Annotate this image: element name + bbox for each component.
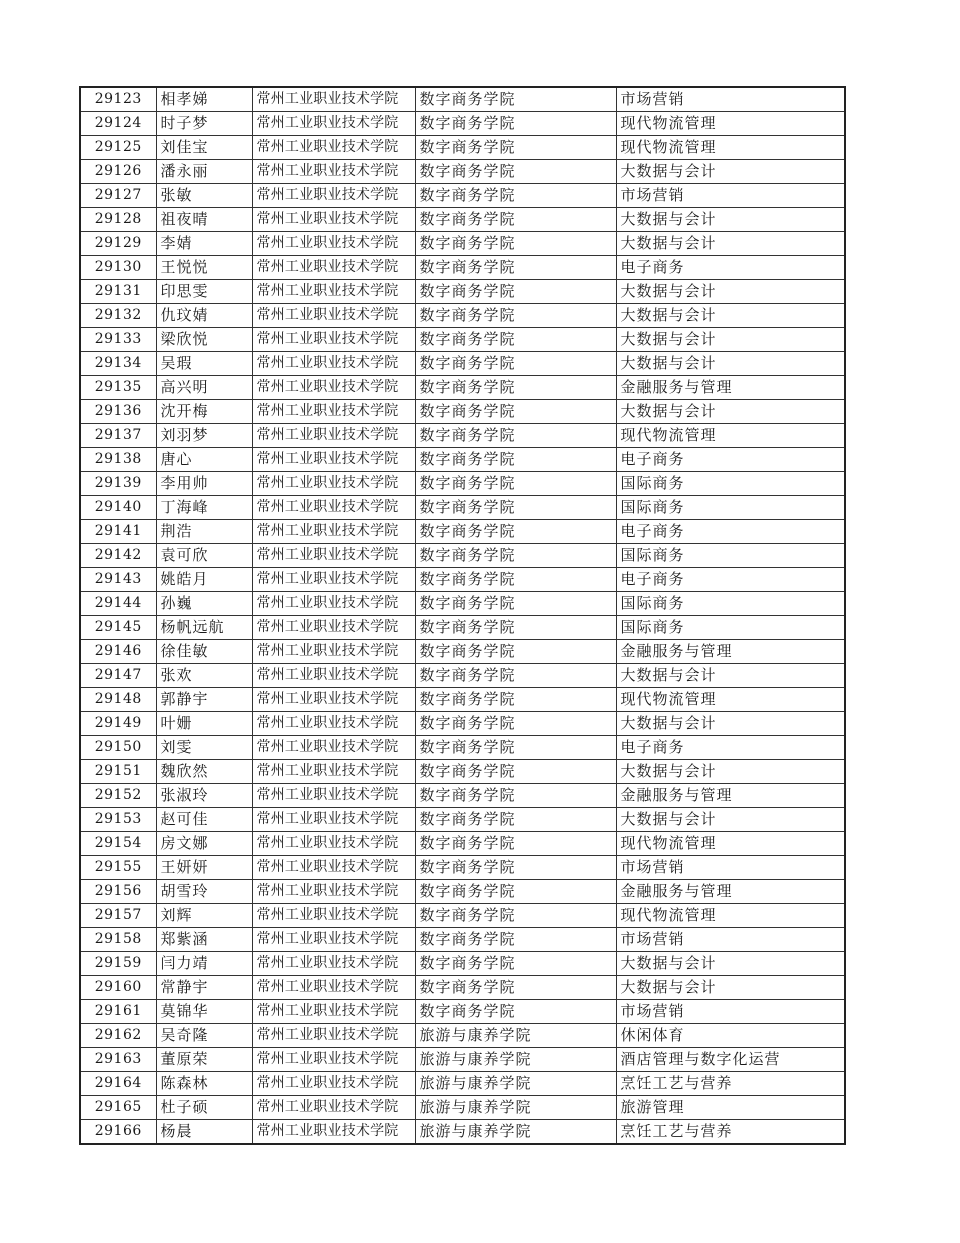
- cell-school: 常州工业职业技术学院: [252, 520, 415, 544]
- cell-major: 电子商务: [616, 568, 845, 592]
- cell-id: 29150: [80, 736, 156, 760]
- cell-id: 29129: [80, 232, 156, 256]
- cell-major: 市场营销: [616, 184, 845, 208]
- cell-id: 29148: [80, 688, 156, 712]
- cell-id: 29128: [80, 208, 156, 232]
- cell-name: 印思雯: [156, 280, 252, 304]
- cell-college: 数字商务学院: [415, 376, 616, 400]
- cell-name: 沈开梅: [156, 400, 252, 424]
- cell-college: 数字商务学院: [415, 304, 616, 328]
- cell-college: 数字商务学院: [415, 616, 616, 640]
- table-row: [80, 856, 845, 880]
- cell-college: 数字商务学院: [415, 880, 616, 904]
- table-row: [80, 304, 845, 328]
- table-row: [80, 1120, 845, 1145]
- table-row: [80, 184, 845, 208]
- table-row: [80, 712, 845, 736]
- cell-school: 常州工业职业技术学院: [252, 832, 415, 856]
- cell-major: 大数据与会计: [616, 232, 845, 256]
- cell-major: 市场营销: [616, 856, 845, 880]
- cell-college: 数字商务学院: [415, 208, 616, 232]
- cell-id: 29147: [80, 664, 156, 688]
- table-row: [80, 256, 845, 280]
- cell-name: 杨帆远航: [156, 616, 252, 640]
- cell-name: 丁海峰: [156, 496, 252, 520]
- cell-school: 常州工业职业技术学院: [252, 160, 415, 184]
- cell-name: 莫锦华: [156, 1000, 252, 1024]
- cell-major: 国际商务: [616, 616, 845, 640]
- cell-name: 孙巍: [156, 592, 252, 616]
- cell-name: 梁欣悦: [156, 328, 252, 352]
- cell-major: 现代物流管理: [616, 832, 845, 856]
- cell-school: 常州工业职业技术学院: [252, 472, 415, 496]
- cell-name: 王悦悦: [156, 256, 252, 280]
- cell-major: 国际商务: [616, 496, 845, 520]
- cell-college: 数字商务学院: [415, 1000, 616, 1024]
- cell-school: 常州工业职业技术学院: [252, 928, 415, 952]
- table-row: [80, 1024, 845, 1048]
- cell-school: 常州工业职业技术学院: [252, 496, 415, 520]
- table-row: [80, 784, 845, 808]
- cell-major: 大数据与会计: [616, 328, 845, 352]
- cell-college: 数字商务学院: [415, 832, 616, 856]
- cell-major: 市场营销: [616, 928, 845, 952]
- cell-id: 29139: [80, 472, 156, 496]
- cell-name: 吴瑕: [156, 352, 252, 376]
- roster-table: [79, 86, 846, 1145]
- table-row: [80, 112, 845, 136]
- cell-college: 数字商务学院: [415, 112, 616, 136]
- cell-name: 刘雯: [156, 736, 252, 760]
- cell-name: 张淑玲: [156, 784, 252, 808]
- cell-school: 常州工业职业技术学院: [252, 136, 415, 160]
- cell-id: 29158: [80, 928, 156, 952]
- cell-major: 金融服务与管理: [616, 784, 845, 808]
- cell-school: 常州工业职业技术学院: [252, 448, 415, 472]
- cell-name: 吴奇隆: [156, 1024, 252, 1048]
- roster-table-body: [80, 87, 845, 1144]
- table-row: [80, 832, 845, 856]
- cell-id: 29145: [80, 616, 156, 640]
- cell-college: 数字商务学院: [415, 544, 616, 568]
- cell-school: 常州工业职业技术学院: [252, 952, 415, 976]
- cell-college: 数字商务学院: [415, 328, 616, 352]
- cell-college: 数字商务学院: [415, 496, 616, 520]
- cell-id: 29164: [80, 1072, 156, 1096]
- cell-school: 常州工业职业技术学院: [252, 280, 415, 304]
- cell-id: 29155: [80, 856, 156, 880]
- cell-major: 大数据与会计: [616, 808, 845, 832]
- cell-major: 大数据与会计: [616, 712, 845, 736]
- cell-id: 29144: [80, 592, 156, 616]
- cell-major: 现代物流管理: [616, 424, 845, 448]
- cell-name: 董原荣: [156, 1048, 252, 1072]
- table-row: [80, 1096, 845, 1120]
- cell-name: 李婧: [156, 232, 252, 256]
- roster-sheet: [79, 86, 844, 1145]
- cell-college: 数字商务学院: [415, 976, 616, 1000]
- cell-college: 旅游与康养学院: [415, 1120, 616, 1145]
- cell-school: 常州工业职业技术学院: [252, 544, 415, 568]
- cell-school: 常州工业职业技术学院: [252, 856, 415, 880]
- cell-name: 潘永丽: [156, 160, 252, 184]
- cell-major: 金融服务与管理: [616, 376, 845, 400]
- cell-school: 常州工业职业技术学院: [252, 112, 415, 136]
- table-row: [80, 760, 845, 784]
- cell-school: 常州工业职业技术学院: [252, 1096, 415, 1120]
- cell-college: 数字商务学院: [415, 352, 616, 376]
- cell-name: 荆浩: [156, 520, 252, 544]
- cell-major: 金融服务与管理: [616, 640, 845, 664]
- cell-id: 29166: [80, 1120, 156, 1145]
- table-row: [80, 592, 845, 616]
- table-row: [80, 136, 845, 160]
- table-row: [80, 160, 845, 184]
- cell-school: 常州工业职业技术学院: [252, 688, 415, 712]
- cell-college: 数字商务学院: [415, 256, 616, 280]
- cell-id: 29137: [80, 424, 156, 448]
- cell-college: 数字商务学院: [415, 856, 616, 880]
- table-row: [80, 87, 845, 112]
- cell-id: 29140: [80, 496, 156, 520]
- cell-college: 数字商务学院: [415, 592, 616, 616]
- table-row: [80, 808, 845, 832]
- cell-major: 烹饪工艺与营养: [616, 1072, 845, 1096]
- cell-college: 数字商务学院: [415, 472, 616, 496]
- cell-school: 常州工业职业技术学院: [252, 1024, 415, 1048]
- cell-major: 大数据与会计: [616, 400, 845, 424]
- table-row: [80, 232, 845, 256]
- cell-college: 数字商务学院: [415, 87, 616, 112]
- cell-school: 常州工业职业技术学院: [252, 616, 415, 640]
- cell-college: 数字商务学院: [415, 808, 616, 832]
- cell-name: 刘辉: [156, 904, 252, 928]
- table-row: [80, 904, 845, 928]
- cell-major: 现代物流管理: [616, 112, 845, 136]
- cell-college: 旅游与康养学院: [415, 1024, 616, 1048]
- cell-college: 数字商务学院: [415, 448, 616, 472]
- cell-school: 常州工业职业技术学院: [252, 664, 415, 688]
- cell-major: 酒店管理与数字化运营: [616, 1048, 845, 1072]
- cell-school: 常州工业职业技术学院: [252, 1000, 415, 1024]
- cell-id: 29138: [80, 448, 156, 472]
- cell-name: 房文娜: [156, 832, 252, 856]
- cell-major: 大数据与会计: [616, 760, 845, 784]
- cell-school: 常州工业职业技术学院: [252, 736, 415, 760]
- cell-major: 大数据与会计: [616, 304, 845, 328]
- cell-school: 常州工业职业技术学院: [252, 400, 415, 424]
- cell-school: 常州工业职业技术学院: [252, 1120, 415, 1145]
- cell-id: 29125: [80, 136, 156, 160]
- table-row: [80, 208, 845, 232]
- cell-name: 时子梦: [156, 112, 252, 136]
- cell-name: 郑紫涵: [156, 928, 252, 952]
- cell-id: 29126: [80, 160, 156, 184]
- table-row: [80, 928, 845, 952]
- cell-college: 数字商务学院: [415, 160, 616, 184]
- table-row: [80, 424, 845, 448]
- table-row: [80, 664, 845, 688]
- cell-major: 现代物流管理: [616, 688, 845, 712]
- cell-college: 旅游与康养学院: [415, 1072, 616, 1096]
- cell-id: 29132: [80, 304, 156, 328]
- cell-name: 杜子硕: [156, 1096, 252, 1120]
- cell-school: 常州工业职业技术学院: [252, 1072, 415, 1096]
- cell-major: 电子商务: [616, 520, 845, 544]
- cell-college: 数字商务学院: [415, 904, 616, 928]
- table-row: [80, 280, 845, 304]
- cell-college: 旅游与康养学院: [415, 1048, 616, 1072]
- cell-school: 常州工业职业技术学院: [252, 184, 415, 208]
- cell-name: 李用帅: [156, 472, 252, 496]
- cell-id: 29130: [80, 256, 156, 280]
- cell-id: 29143: [80, 568, 156, 592]
- cell-name: 常静宇: [156, 976, 252, 1000]
- cell-school: 常州工业职业技术学院: [252, 640, 415, 664]
- table-row: [80, 616, 845, 640]
- cell-major: 国际商务: [616, 544, 845, 568]
- cell-id: 29154: [80, 832, 156, 856]
- cell-name: 王妍妍: [156, 856, 252, 880]
- cell-major: 现代物流管理: [616, 136, 845, 160]
- cell-major: 大数据与会计: [616, 664, 845, 688]
- cell-major: 烹饪工艺与营养: [616, 1120, 845, 1145]
- cell-major: 大数据与会计: [616, 352, 845, 376]
- cell-college: 数字商务学院: [415, 424, 616, 448]
- cell-major: 市场营销: [616, 1000, 845, 1024]
- cell-school: 常州工业职业技术学院: [252, 256, 415, 280]
- table-row: [80, 640, 845, 664]
- cell-major: 大数据与会计: [616, 976, 845, 1000]
- cell-id: 29146: [80, 640, 156, 664]
- cell-college: 数字商务学院: [415, 760, 616, 784]
- cell-major: 电子商务: [616, 736, 845, 760]
- cell-college: 数字商务学院: [415, 736, 616, 760]
- cell-college: 数字商务学院: [415, 184, 616, 208]
- cell-college: 数字商务学院: [415, 784, 616, 808]
- table-row: [80, 736, 845, 760]
- cell-name: 祖夜晴: [156, 208, 252, 232]
- cell-school: 常州工业职业技术学院: [252, 568, 415, 592]
- cell-school: 常州工业职业技术学院: [252, 328, 415, 352]
- cell-id: 29161: [80, 1000, 156, 1024]
- cell-school: 常州工业职业技术学院: [252, 904, 415, 928]
- cell-major: 电子商务: [616, 448, 845, 472]
- cell-school: 常州工业职业技术学院: [252, 880, 415, 904]
- table-row: [80, 568, 845, 592]
- cell-college: 数字商务学院: [415, 664, 616, 688]
- cell-college: 数字商务学院: [415, 280, 616, 304]
- table-row: [80, 1000, 845, 1024]
- cell-major: 休闲体育: [616, 1024, 845, 1048]
- cell-college: 数字商务学院: [415, 952, 616, 976]
- cell-name: 闫力靖: [156, 952, 252, 976]
- cell-id: 29141: [80, 520, 156, 544]
- cell-college: 数字商务学院: [415, 136, 616, 160]
- table-row: [80, 400, 845, 424]
- cell-college: 数字商务学院: [415, 400, 616, 424]
- cell-major: 旅游管理: [616, 1096, 845, 1120]
- cell-name: 相孝娣: [156, 87, 252, 112]
- table-row: [80, 448, 845, 472]
- cell-college: 数字商务学院: [415, 688, 616, 712]
- cell-id: 29124: [80, 112, 156, 136]
- cell-name: 胡雪玲: [156, 880, 252, 904]
- cell-school: 常州工业职业技术学院: [252, 232, 415, 256]
- cell-name: 魏欣然: [156, 760, 252, 784]
- cell-major: 金融服务与管理: [616, 880, 845, 904]
- cell-id: 29142: [80, 544, 156, 568]
- table-row: [80, 472, 845, 496]
- cell-name: 刘羽梦: [156, 424, 252, 448]
- cell-id: 29153: [80, 808, 156, 832]
- cell-id: 29123: [80, 87, 156, 112]
- cell-id: 29127: [80, 184, 156, 208]
- cell-name: 陈森林: [156, 1072, 252, 1096]
- table-row: [80, 688, 845, 712]
- cell-major: 市场营销: [616, 87, 845, 112]
- cell-major: 大数据与会计: [616, 208, 845, 232]
- cell-id: 29162: [80, 1024, 156, 1048]
- cell-id: 29133: [80, 328, 156, 352]
- cell-major: 电子商务: [616, 256, 845, 280]
- cell-school: 常州工业职业技术学院: [252, 760, 415, 784]
- cell-id: 29152: [80, 784, 156, 808]
- table-row: [80, 976, 845, 1000]
- cell-major: 大数据与会计: [616, 160, 845, 184]
- cell-id: 29135: [80, 376, 156, 400]
- cell-school: 常州工业职业技术学院: [252, 1048, 415, 1072]
- cell-name: 姚皓月: [156, 568, 252, 592]
- cell-id: 29131: [80, 280, 156, 304]
- cell-id: 29160: [80, 976, 156, 1000]
- cell-major: 大数据与会计: [616, 952, 845, 976]
- table-row: [80, 376, 845, 400]
- cell-school: 常州工业职业技术学院: [252, 712, 415, 736]
- cell-id: 29134: [80, 352, 156, 376]
- cell-school: 常州工业职业技术学院: [252, 424, 415, 448]
- cell-school: 常州工业职业技术学院: [252, 352, 415, 376]
- table-row: [80, 1072, 845, 1096]
- cell-name: 赵可佳: [156, 808, 252, 832]
- cell-college: 数字商务学院: [415, 232, 616, 256]
- cell-college: 数字商务学院: [415, 928, 616, 952]
- cell-school: 常州工业职业技术学院: [252, 87, 415, 112]
- table-row: [80, 544, 845, 568]
- cell-school: 常州工业职业技术学院: [252, 976, 415, 1000]
- table-row: [80, 1048, 845, 1072]
- cell-major: 国际商务: [616, 592, 845, 616]
- cell-name: 郭静宇: [156, 688, 252, 712]
- cell-id: 29163: [80, 1048, 156, 1072]
- cell-name: 张敏: [156, 184, 252, 208]
- cell-school: 常州工业职业技术学院: [252, 784, 415, 808]
- cell-school: 常州工业职业技术学院: [252, 592, 415, 616]
- table-row: [80, 328, 845, 352]
- cell-id: 29156: [80, 880, 156, 904]
- cell-college: 数字商务学院: [415, 568, 616, 592]
- cell-name: 高兴明: [156, 376, 252, 400]
- cell-school: 常州工业职业技术学院: [252, 208, 415, 232]
- cell-school: 常州工业职业技术学院: [252, 304, 415, 328]
- cell-major: 国际商务: [616, 472, 845, 496]
- cell-name: 杨晨: [156, 1120, 252, 1145]
- table-row: [80, 880, 845, 904]
- cell-name: 刘佳宝: [156, 136, 252, 160]
- cell-id: 29149: [80, 712, 156, 736]
- cell-school: 常州工业职业技术学院: [252, 808, 415, 832]
- cell-college: 旅游与康养学院: [415, 1096, 616, 1120]
- cell-major: 现代物流管理: [616, 904, 845, 928]
- cell-school: 常州工业职业技术学院: [252, 376, 415, 400]
- table-row: [80, 352, 845, 376]
- cell-name: 袁可欣: [156, 544, 252, 568]
- cell-college: 数字商务学院: [415, 712, 616, 736]
- cell-college: 数字商务学院: [415, 520, 616, 544]
- cell-name: 仇玟婧: [156, 304, 252, 328]
- cell-id: 29151: [80, 760, 156, 784]
- cell-id: 29136: [80, 400, 156, 424]
- cell-major: 大数据与会计: [616, 280, 845, 304]
- table-row: [80, 520, 845, 544]
- cell-name: 叶姗: [156, 712, 252, 736]
- cell-name: 张欢: [156, 664, 252, 688]
- cell-name: 唐心: [156, 448, 252, 472]
- cell-id: 29165: [80, 1096, 156, 1120]
- cell-name: 徐佳敏: [156, 640, 252, 664]
- table-row: [80, 952, 845, 976]
- cell-id: 29157: [80, 904, 156, 928]
- table-row: [80, 496, 845, 520]
- cell-id: 29159: [80, 952, 156, 976]
- cell-college: 数字商务学院: [415, 640, 616, 664]
